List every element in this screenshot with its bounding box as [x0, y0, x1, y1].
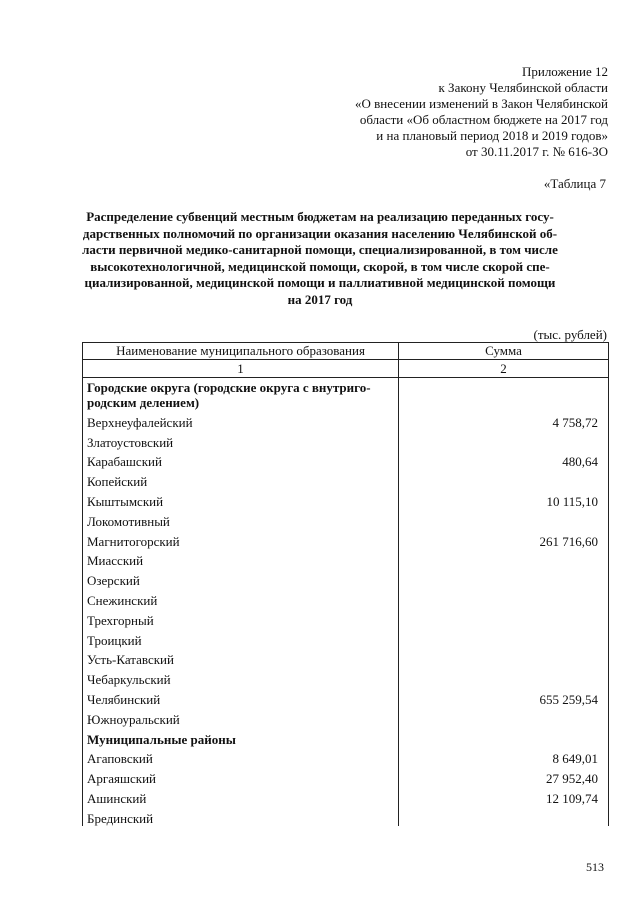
table-row	[83, 568, 609, 588]
municipality-name: Верхнеуфалейский	[83, 410, 399, 430]
amount-value	[399, 648, 609, 668]
table-row	[83, 766, 609, 786]
title-line: ласти первичной медико-санитарной помощи, специализированной, в том числе	[82, 242, 558, 257]
title-line: дарственных полномочий по организации оказания населению Челябинской об-	[82, 225, 558, 241]
header-line: «О внесении изменений в Закон Челябинской	[354, 96, 608, 111]
municipality-name: Городские округа (городские округа с внутриго- родским делением)	[83, 378, 399, 411]
amount-value: 480,64	[399, 450, 609, 470]
units-label: (тыс. рублей)	[533, 327, 607, 342]
municipality-name: Чебаркульский	[83, 667, 399, 687]
amount-value: 261 716,60	[399, 529, 609, 549]
municipality-name: Челябинский	[83, 687, 399, 707]
table-header-row	[83, 343, 609, 360]
column-header-name: Наименование муниципального образования	[83, 343, 399, 360]
amount-value	[399, 628, 609, 648]
table-row	[83, 469, 609, 489]
amount-value	[399, 608, 609, 628]
table-row	[83, 608, 609, 628]
table-row	[83, 786, 609, 806]
municipality-name: Озерский	[83, 568, 399, 588]
municipality-name: Златоустовский	[83, 430, 399, 450]
title-line: на 2017 год	[287, 291, 353, 307]
amount-value: 8 649,01	[399, 747, 609, 767]
header-line: от 30.11.2017 г. № 616-ЗО	[465, 144, 608, 159]
table-row	[83, 450, 609, 470]
title-line: циализированной, медицинской помощи и паллиативной медицинской помощи	[84, 275, 556, 290]
header-line: к Закону Челябинской области	[438, 80, 608, 95]
municipality-name: Агаповский	[83, 747, 399, 767]
amount-value	[399, 509, 609, 529]
amount-value	[399, 549, 609, 569]
column-number-name: 1	[83, 360, 399, 378]
column-number-row	[83, 360, 609, 378]
amount-value	[399, 667, 609, 687]
table-row	[83, 628, 609, 648]
table-row	[83, 806, 609, 826]
municipality-name: Снежинский	[83, 588, 399, 608]
municipality-name: Усть-Катавский	[83, 648, 399, 668]
amount-value: 10 115,10	[399, 489, 609, 509]
subvention-table	[82, 342, 609, 826]
document-title	[80, 209, 560, 308]
column-header-sum: Сумма	[399, 343, 609, 360]
municipality-name: Кыштымский	[83, 489, 399, 509]
amount-value	[399, 469, 609, 489]
amount-value: 655 259,54	[399, 687, 609, 707]
municipality-name: Южноуральский	[83, 707, 399, 727]
table-row	[83, 410, 609, 430]
table-row	[83, 707, 609, 727]
table-row	[83, 489, 609, 509]
document-header	[355, 64, 608, 160]
table-row	[83, 747, 609, 767]
table-row	[83, 648, 609, 668]
table-row	[83, 509, 609, 529]
amount-value	[399, 378, 609, 411]
table-group-row	[83, 727, 609, 747]
amount-value	[399, 707, 609, 727]
municipality-name: Троицкий	[83, 628, 399, 648]
column-number-sum: 2	[399, 360, 609, 378]
table-row	[83, 549, 609, 569]
header-line: Приложение 12	[521, 64, 608, 79]
municipality-name: Карабашский	[83, 450, 399, 470]
municipality-name: Копейский	[83, 469, 399, 489]
municipality-name: Муниципальные районы	[83, 727, 399, 747]
table-reference: «Таблица 7	[543, 176, 606, 191]
municipality-name: Магнитогорский	[83, 529, 399, 549]
title-line: высокотехнологичной, медицинской помощи, скорой, в том числе скорой спе-	[90, 258, 550, 274]
municipality-name: Трехгорный	[83, 608, 399, 628]
amount-value: 27 952,40	[399, 766, 609, 786]
amount-value	[399, 588, 609, 608]
table-row	[83, 588, 609, 608]
table-row	[83, 430, 609, 450]
page-number: 513	[586, 860, 604, 874]
title-line: Распределение субвенций местным бюджетам на реализацию переданных госу-	[86, 209, 554, 224]
municipality-name: Локомотивный	[83, 509, 399, 529]
table-group-row	[83, 378, 609, 411]
header-line: области «Об областном бюджете на 2017 год	[359, 112, 608, 127]
amount-value	[399, 727, 609, 747]
municipality-name: Аргаяшский	[83, 766, 399, 786]
amount-value	[399, 806, 609, 826]
table-row	[83, 667, 609, 687]
municipality-name: Брединский	[83, 806, 399, 826]
amount-value	[399, 430, 609, 450]
table-row	[83, 687, 609, 707]
table-row	[83, 529, 609, 549]
header-line: и на плановый период 2018 и 2019 годов»	[376, 128, 608, 143]
amount-value	[399, 568, 609, 588]
amount-value: 4 758,72	[399, 410, 609, 430]
municipality-name: Миасский	[83, 549, 399, 569]
amount-value: 12 109,74	[399, 786, 609, 806]
municipality-name: Ашинский	[83, 786, 399, 806]
